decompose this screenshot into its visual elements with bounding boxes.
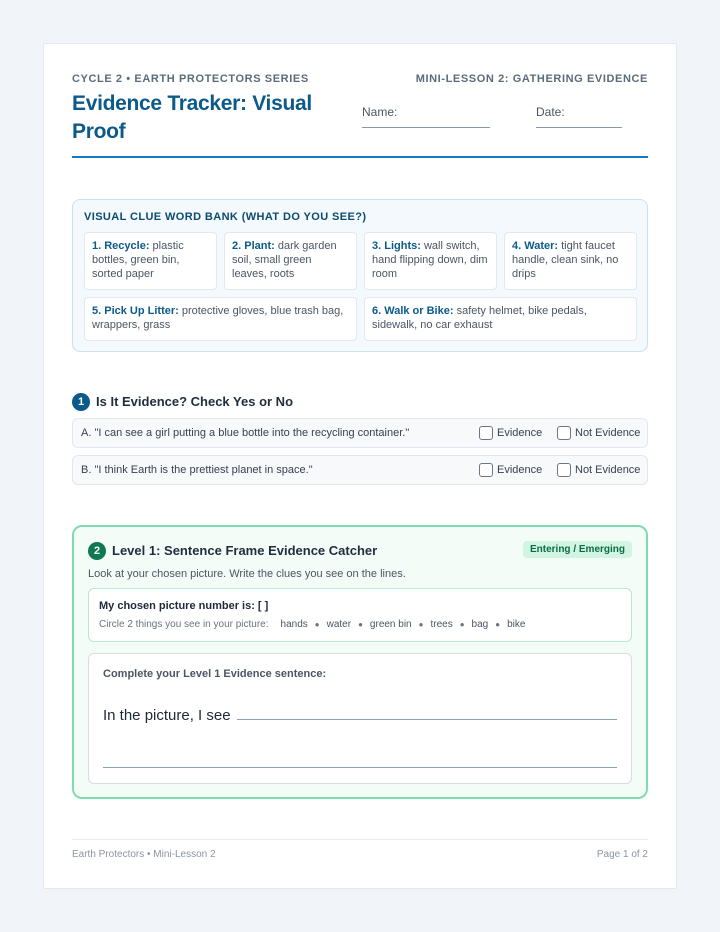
page-title: Evidence Tracker: Visual Proof [72, 92, 312, 143]
word-bank-title: VISUAL CLUE WORD BANK (WHAT DO YOU SEE?) [84, 211, 367, 223]
word-bank [72, 199, 648, 352]
word-bank-term: 3. Lights: [372, 240, 421, 252]
not-evidence-option-label: Not Evidence [575, 427, 641, 439]
section-2-title: Level 1: Sentence Frame Evidence Catcher [112, 543, 378, 558]
word-bank-term: 4. Water: [512, 240, 559, 252]
sentence-frame-box [88, 653, 632, 784]
not-evidence-checkbox[interactable] [557, 426, 571, 440]
footer-divider [72, 839, 648, 840]
word-bank-item [364, 297, 637, 341]
header-divider [72, 156, 648, 158]
bullet-separator: ● [495, 620, 501, 629]
circle-option[interactable]: bike [507, 619, 526, 630]
evidence-checkbox[interactable] [479, 463, 493, 477]
circle-option[interactable]: green bin [369, 619, 412, 630]
word-bank-term: 5. Pick Up Litter: [92, 305, 179, 317]
word-bank-desc: dark garden soil, small green leaves, roots [232, 240, 337, 280]
word-bank-item [364, 232, 497, 290]
word-bank-desc: safety helmet, bike pedals, sidewalk, no car exhaust [372, 305, 587, 331]
level-badge: Entering / Emerging [523, 541, 632, 558]
not-evidence-checkbox[interactable] [557, 463, 571, 477]
writing-line[interactable] [103, 767, 617, 768]
section-2-instructions: Look at your chosen picture. Write the clues you see on the lines. [88, 568, 406, 580]
series-label: CYCLE 2 • EARTH PROTECTORS SERIES [72, 73, 309, 85]
word-bank-desc: protective gloves, blue trash bag, wrappers, grass [92, 305, 344, 331]
name-field[interactable] [362, 127, 490, 128]
writing-line[interactable] [237, 719, 617, 720]
evidence-checkbox[interactable] [479, 426, 493, 440]
circle-option[interactable]: water [326, 619, 352, 630]
evidence-statement: A. "I can see a girl putting a blue bottle into the recycling container." [81, 427, 410, 439]
evidence-row [72, 455, 648, 485]
picture-number-prompt: My chosen picture number is: [ ] [99, 600, 269, 612]
word-bank-item [84, 232, 217, 290]
evidence-option-label: Evidence [497, 427, 543, 439]
header-top [72, 73, 648, 85]
picture-choice-box [88, 588, 632, 642]
word-bank-item [504, 232, 637, 290]
lesson-label: MINI-LESSON 2: GATHERING EVIDENCE [415, 73, 648, 85]
word-bank-term: 6. Walk or Bike: [372, 305, 454, 317]
footer-page-number: Page 1 of 2 [596, 849, 648, 860]
circle-options-row [99, 619, 525, 630]
word-bank-term: 1. Recycle: [92, 240, 150, 252]
section-1-number: 1 [72, 393, 90, 411]
footer-left: Earth Protectors • Mini-Lesson 2 [72, 849, 216, 860]
sentence-prompt: Complete your Level 1 Evidence sentence: [103, 668, 327, 680]
word-bank-desc: plastic bottles, green bin, sorted paper [92, 240, 184, 280]
evidence-option-label: Evidence [497, 464, 543, 476]
word-bank-item [224, 232, 357, 290]
circle-option[interactable]: trees [430, 619, 453, 630]
bullet-separator: ● [314, 620, 320, 629]
evidence-statement: B. "I think Earth is the prettiest planet in space." [81, 464, 313, 476]
word-bank-term: 2. Plant: [232, 240, 275, 252]
section-1-title: Is It Evidence? Check Yes or No [96, 394, 294, 409]
date-label: Date: [536, 105, 565, 119]
word-bank-item [84, 297, 357, 341]
worksheet-page [43, 43, 677, 889]
bullet-separator: ● [358, 620, 363, 629]
sentence-starter: In the picture, I see [103, 707, 231, 724]
word-bank-desc: wall switch, hand flipping down, dim room [372, 240, 488, 280]
level-1-section [72, 525, 648, 799]
not-evidence-option-label: Not Evidence [575, 464, 641, 476]
circle-prompt: Circle 2 things you see in your picture: [99, 619, 269, 630]
date-field[interactable] [536, 127, 622, 128]
bullet-separator: ● [418, 620, 424, 629]
circle-option[interactable]: hands [280, 619, 308, 630]
word-bank-desc: tight faucet handle, clean sink, no drips [512, 240, 619, 280]
circle-option[interactable]: bag [471, 619, 489, 630]
evidence-row [72, 418, 648, 448]
section-2-number: 2 [88, 542, 106, 560]
name-label: Name: [362, 105, 398, 119]
bullet-separator: ● [459, 620, 465, 629]
